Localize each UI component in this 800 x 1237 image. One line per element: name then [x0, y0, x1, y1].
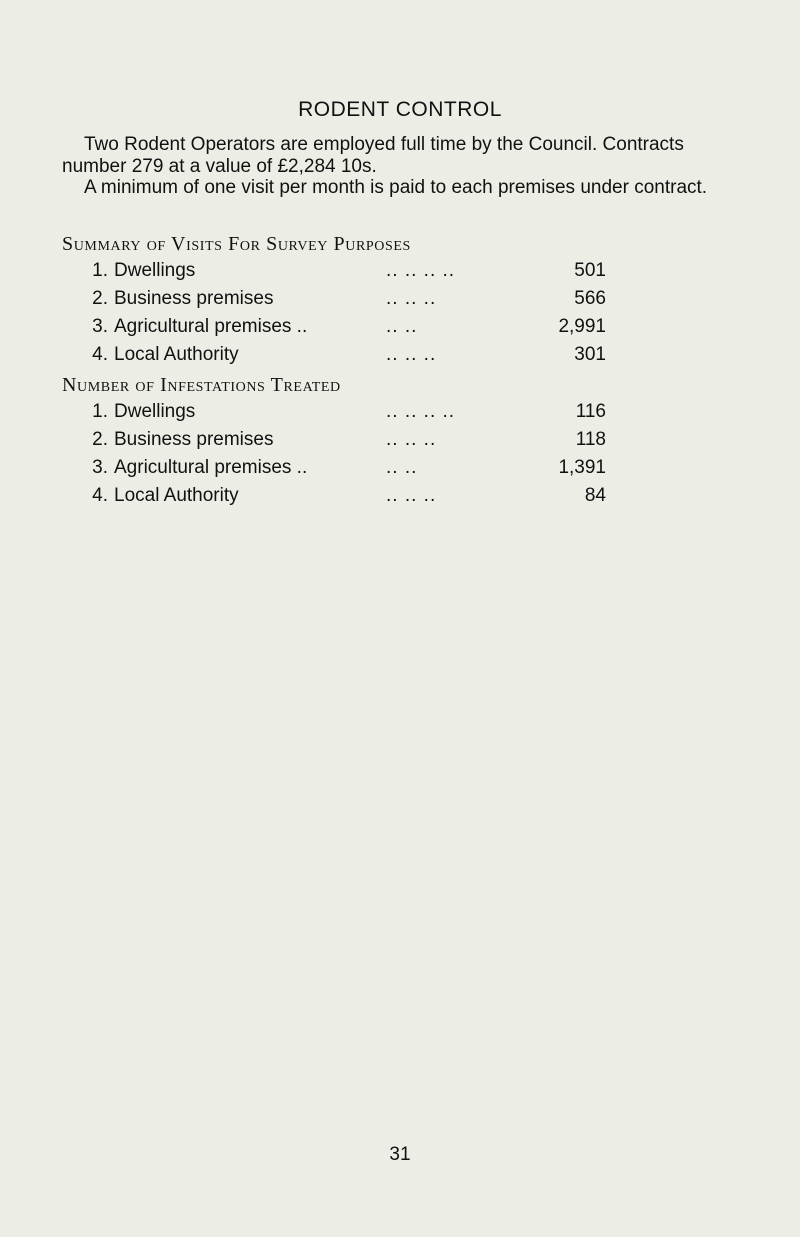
item-label: Agricultural premises .. — [114, 457, 308, 478]
list-item — [86, 257, 606, 285]
section-heading-survey-visits: Summary of Visits For Survey Purposes — [62, 233, 411, 255]
item-number: 4. — [92, 485, 108, 506]
item-value: 1,391 — [558, 457, 606, 478]
item-value: 301 — [574, 344, 606, 365]
item-value: 116 — [575, 401, 606, 422]
paragraph-visits: A minimum of one visit per month is paid to each premises under contract. — [84, 177, 708, 198]
survey-visits-list — [86, 257, 606, 369]
leader-dots: .. .. — [386, 316, 418, 337]
item-label: Dwellings — [114, 401, 196, 422]
list-item — [86, 398, 606, 426]
leader-dots: .. .. .. .. — [386, 260, 456, 281]
list-item — [86, 341, 606, 369]
item-number: 1. — [92, 260, 108, 281]
leader-dots: .. .. .. — [386, 288, 437, 309]
item-label: Local Authority — [114, 485, 239, 506]
item-number: 2. — [92, 288, 108, 309]
item-number: 3. — [92, 457, 108, 478]
item-label: Dwellings — [114, 260, 196, 281]
list-item — [86, 454, 606, 482]
item-label: Business premises — [114, 429, 274, 450]
leader-dots: .. .. .. — [386, 485, 437, 506]
item-number: 2. — [92, 429, 108, 450]
item-value: 84 — [584, 485, 606, 506]
item-value: 566 — [574, 288, 606, 309]
page-title: RODENT CONTROL — [298, 98, 502, 121]
item-number: 1. — [92, 401, 108, 422]
item-label: Local Authority — [114, 344, 239, 365]
item-label: Agricultural premises .. — [114, 316, 308, 337]
item-value: 2,991 — [558, 316, 606, 337]
leader-dots: .. .. — [386, 457, 418, 478]
list-item — [86, 426, 606, 454]
infestations-list — [86, 398, 606, 510]
list-item — [86, 285, 606, 313]
item-value: 118 — [575, 429, 606, 450]
item-value: 501 — [574, 260, 606, 281]
list-item — [86, 482, 606, 510]
paragraph-operators: Two Rodent Operators are employed full time by the Council. Contracts number 279 at a value of £2,284 10s. — [62, 134, 684, 177]
leader-dots: .. .. .. — [386, 429, 437, 450]
leader-dots: .. .. .. — [386, 344, 437, 365]
page-number: 31 — [389, 1144, 411, 1165]
leader-dots: .. .. .. .. — [386, 401, 456, 422]
section-heading-infestations: Number of Infestations Treated — [62, 374, 341, 396]
item-number: 4. — [92, 344, 108, 365]
item-label: Business premises — [114, 288, 274, 309]
list-item — [86, 313, 606, 341]
item-number: 3. — [92, 316, 108, 337]
